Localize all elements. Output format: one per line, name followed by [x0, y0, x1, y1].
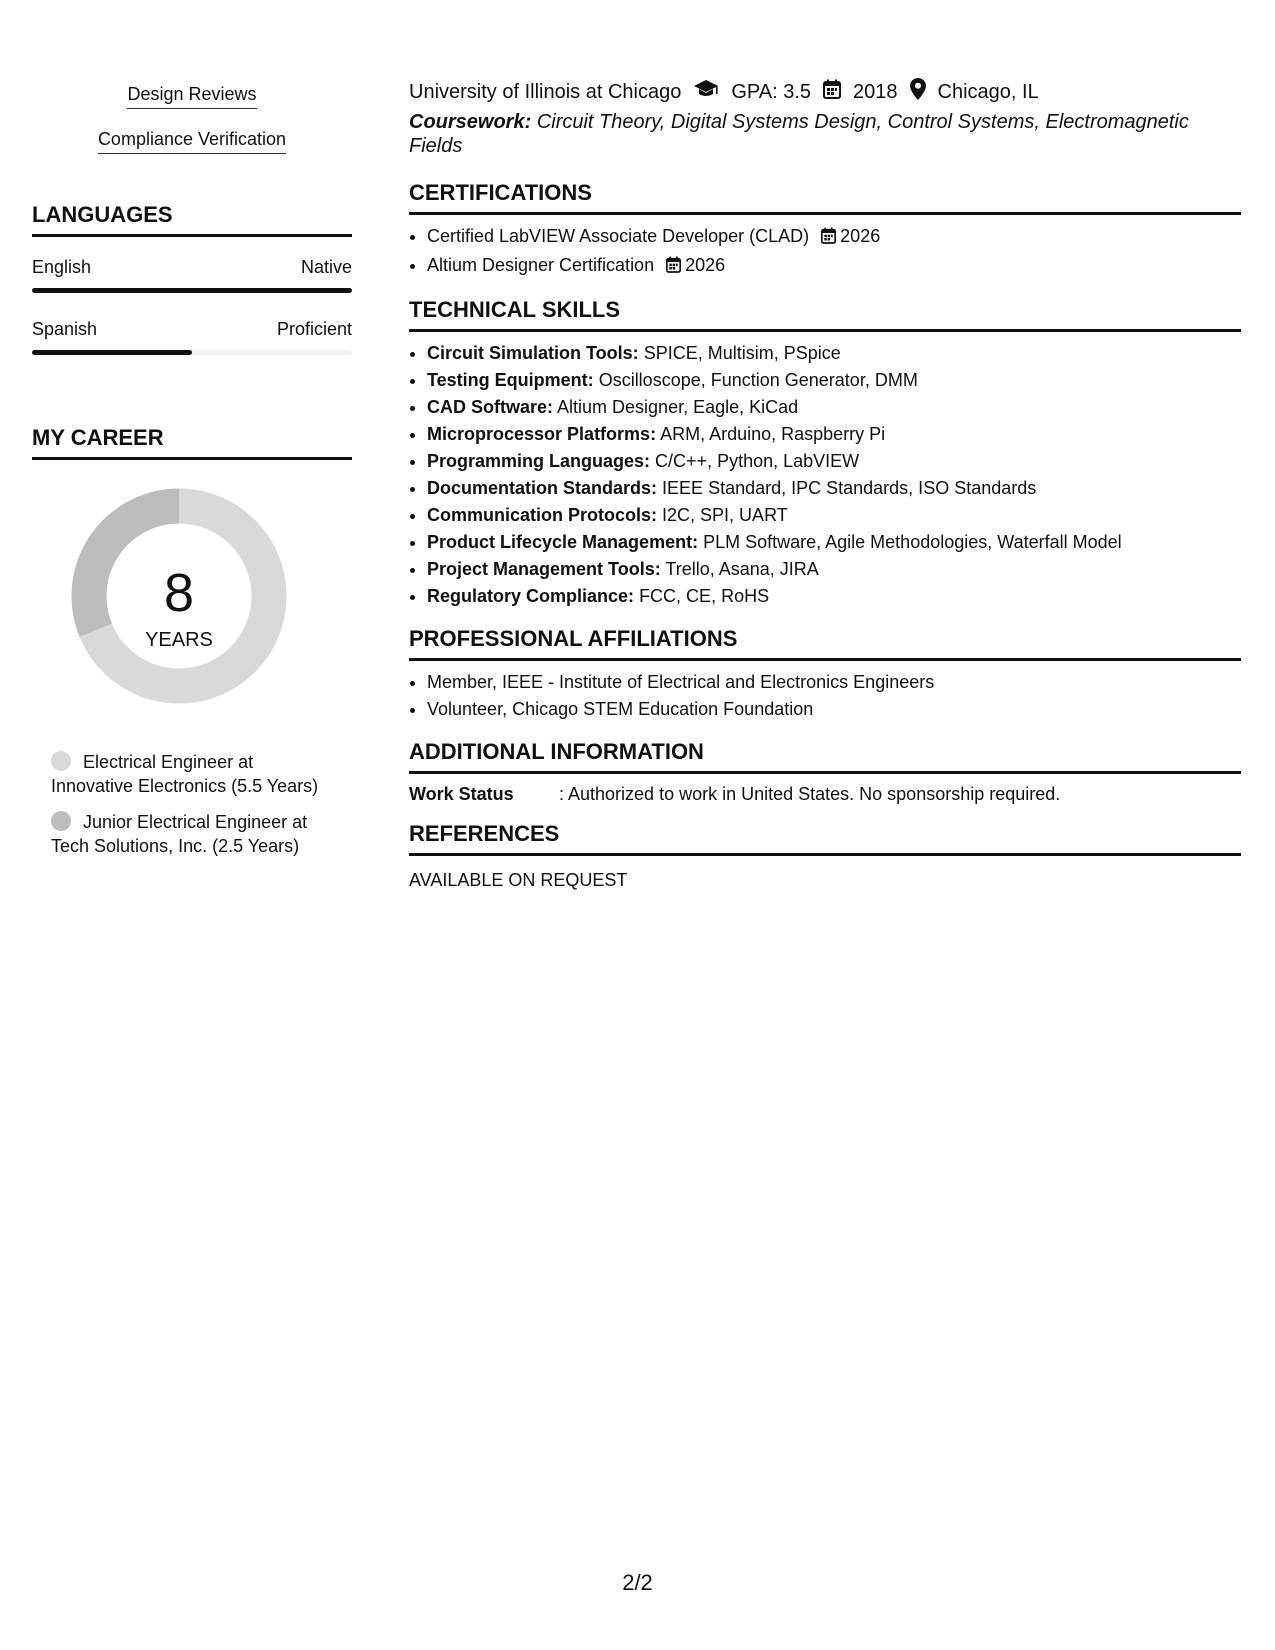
skill-value: C/C++, Python, LabVIEW — [655, 451, 860, 471]
languages-section — [32, 202, 352, 355]
skill-label: Communication Protocols: — [427, 505, 658, 525]
references-section — [409, 821, 1241, 891]
legend-dot-icon — [51, 811, 71, 831]
skill-label: Documentation Standards: — [427, 478, 658, 498]
skill-item — [427, 502, 1241, 529]
career-donut-chart — [32, 474, 352, 734]
calendar-icon — [666, 254, 681, 281]
career-legend-item — [51, 750, 321, 798]
skill-item — [427, 556, 1241, 583]
skill-item — [427, 340, 1241, 367]
affiliations-section — [409, 626, 1241, 723]
skill-label: Microprocessor Platforms: — [427, 424, 657, 444]
certification-name: Altium Designer Certification — [427, 255, 655, 275]
language-level: Native — [300, 257, 352, 277]
education-entry — [409, 78, 1241, 158]
language-level: Proficient — [276, 319, 352, 339]
career-total-value: 8 — [163, 563, 195, 623]
career-legend-label: Electrical Engineer at Innovative Electronics (5.5 Years) — [51, 752, 319, 796]
skill-value: Altium Designer, Eagle, KiCad — [557, 397, 799, 417]
skill-item — [427, 367, 1241, 394]
skill-value: PLM Software, Agile Methodologies, Waterfall Model — [703, 532, 1122, 552]
work-status-value: : Authorized to work in United States. No sponsorship required. — [559, 784, 1061, 804]
certifications-section — [409, 180, 1241, 281]
certification-year: 2026 — [840, 226, 881, 246]
references-heading: REFERENCES — [409, 821, 1241, 856]
skill-value: FCC, CE, RoHS — [639, 586, 770, 606]
skill-item — [427, 475, 1241, 502]
school-name: University of Illinois at Chicago — [409, 80, 682, 103]
language-item — [32, 257, 352, 293]
skill-label: Programming Languages: — [427, 451, 651, 471]
calendar-icon — [821, 225, 836, 252]
skill-item — [427, 448, 1241, 475]
skill-label: Testing Equipment: — [427, 370, 594, 390]
skill-value: I2C, SPI, UART — [662, 505, 788, 525]
school-location: Chicago, IL — [937, 80, 1039, 103]
skill-tags — [32, 84, 352, 154]
right-column — [409, 78, 1241, 891]
work-status-row — [409, 784, 1241, 805]
skill-label: CAD Software: — [427, 397, 554, 417]
coursework-list: Circuit Theory, Digital Systems Design, Control Systems, Electromagnetic Fields — [409, 111, 1189, 157]
skill-label: Product Lifecycle Management: — [427, 532, 699, 552]
career-legend — [32, 750, 321, 858]
skill-item — [427, 583, 1241, 610]
skill-item — [427, 529, 1241, 556]
career-legend-label: Junior Electrical Engineer at Tech Solutions, Inc. (2.5 Years) — [51, 812, 308, 856]
skill-item — [427, 394, 1241, 421]
career-total-unit: YEARS — [145, 629, 213, 651]
skill-item — [427, 421, 1241, 448]
gpa: GPA: 3.5 — [731, 80, 812, 103]
affiliations-heading: PROFESSIONAL AFFILIATIONS — [409, 626, 1241, 661]
calendar-icon — [823, 79, 841, 105]
certifications-heading: CERTIFICATIONS — [409, 180, 1241, 215]
language-name: English — [32, 257, 92, 277]
language-item — [32, 319, 352, 355]
career-legend-item — [51, 810, 321, 858]
language-name: Spanish — [32, 319, 98, 339]
affiliation-item: • Member, IEEE - Institute of Electrical and Electronics Engineers — [427, 669, 1241, 696]
work-status-label: Work Status — [409, 784, 514, 804]
skill-value: Trello, Asana, JIRA — [665, 559, 819, 579]
certification-item — [427, 252, 1241, 281]
technical-skills-heading: TECHNICAL SKILLS — [409, 297, 1241, 332]
technical-skills-section — [409, 297, 1241, 610]
skill-value: ARM, Arduino, Raspberry Pi — [660, 424, 886, 444]
left-column — [32, 84, 352, 858]
skill-value: SPICE, Multisim, PSpice — [643, 343, 841, 363]
additional-info-heading: ADDITIONAL INFORMATION — [409, 739, 1241, 774]
certification-item — [427, 223, 1241, 252]
page-number: 2/2 — [622, 1570, 653, 1595]
graduation-year: 2018 — [853, 80, 898, 103]
skill-tag: Compliance Verification — [98, 129, 286, 154]
legend-dot-icon — [51, 751, 71, 771]
language-proficiency-bar — [32, 288, 352, 293]
skill-tag: Design Reviews — [127, 84, 256, 109]
languages-heading: LANGUAGES — [32, 202, 352, 237]
certification-year: 2026 — [685, 255, 726, 275]
references-text: AVAILABLE ON REQUEST — [409, 870, 628, 890]
skill-label: Regulatory Compliance: — [427, 586, 635, 606]
language-proficiency-bar — [32, 350, 352, 355]
skill-value: Oscilloscope, Function Generator, DMM — [598, 370, 918, 390]
certification-name: Certified LabVIEW Associate Developer (CLAD) — [427, 226, 810, 246]
career-heading: MY CAREER — [32, 425, 352, 460]
location-pin-icon — [910, 78, 926, 106]
graduation-cap-icon — [693, 79, 719, 105]
affiliation-item: • Volunteer, Chicago STEM Education Foundation — [427, 696, 1241, 723]
skill-label: Circuit Simulation Tools: — [427, 343, 639, 363]
coursework-label: Coursework: — [409, 111, 532, 133]
coursework — [409, 110, 1241, 158]
additional-info-section — [409, 739, 1241, 805]
career-section — [32, 425, 352, 858]
skill-value: IEEE Standard, IPC Standards, ISO Standards — [662, 478, 1037, 498]
skill-label: Project Management Tools: — [427, 559, 661, 579]
